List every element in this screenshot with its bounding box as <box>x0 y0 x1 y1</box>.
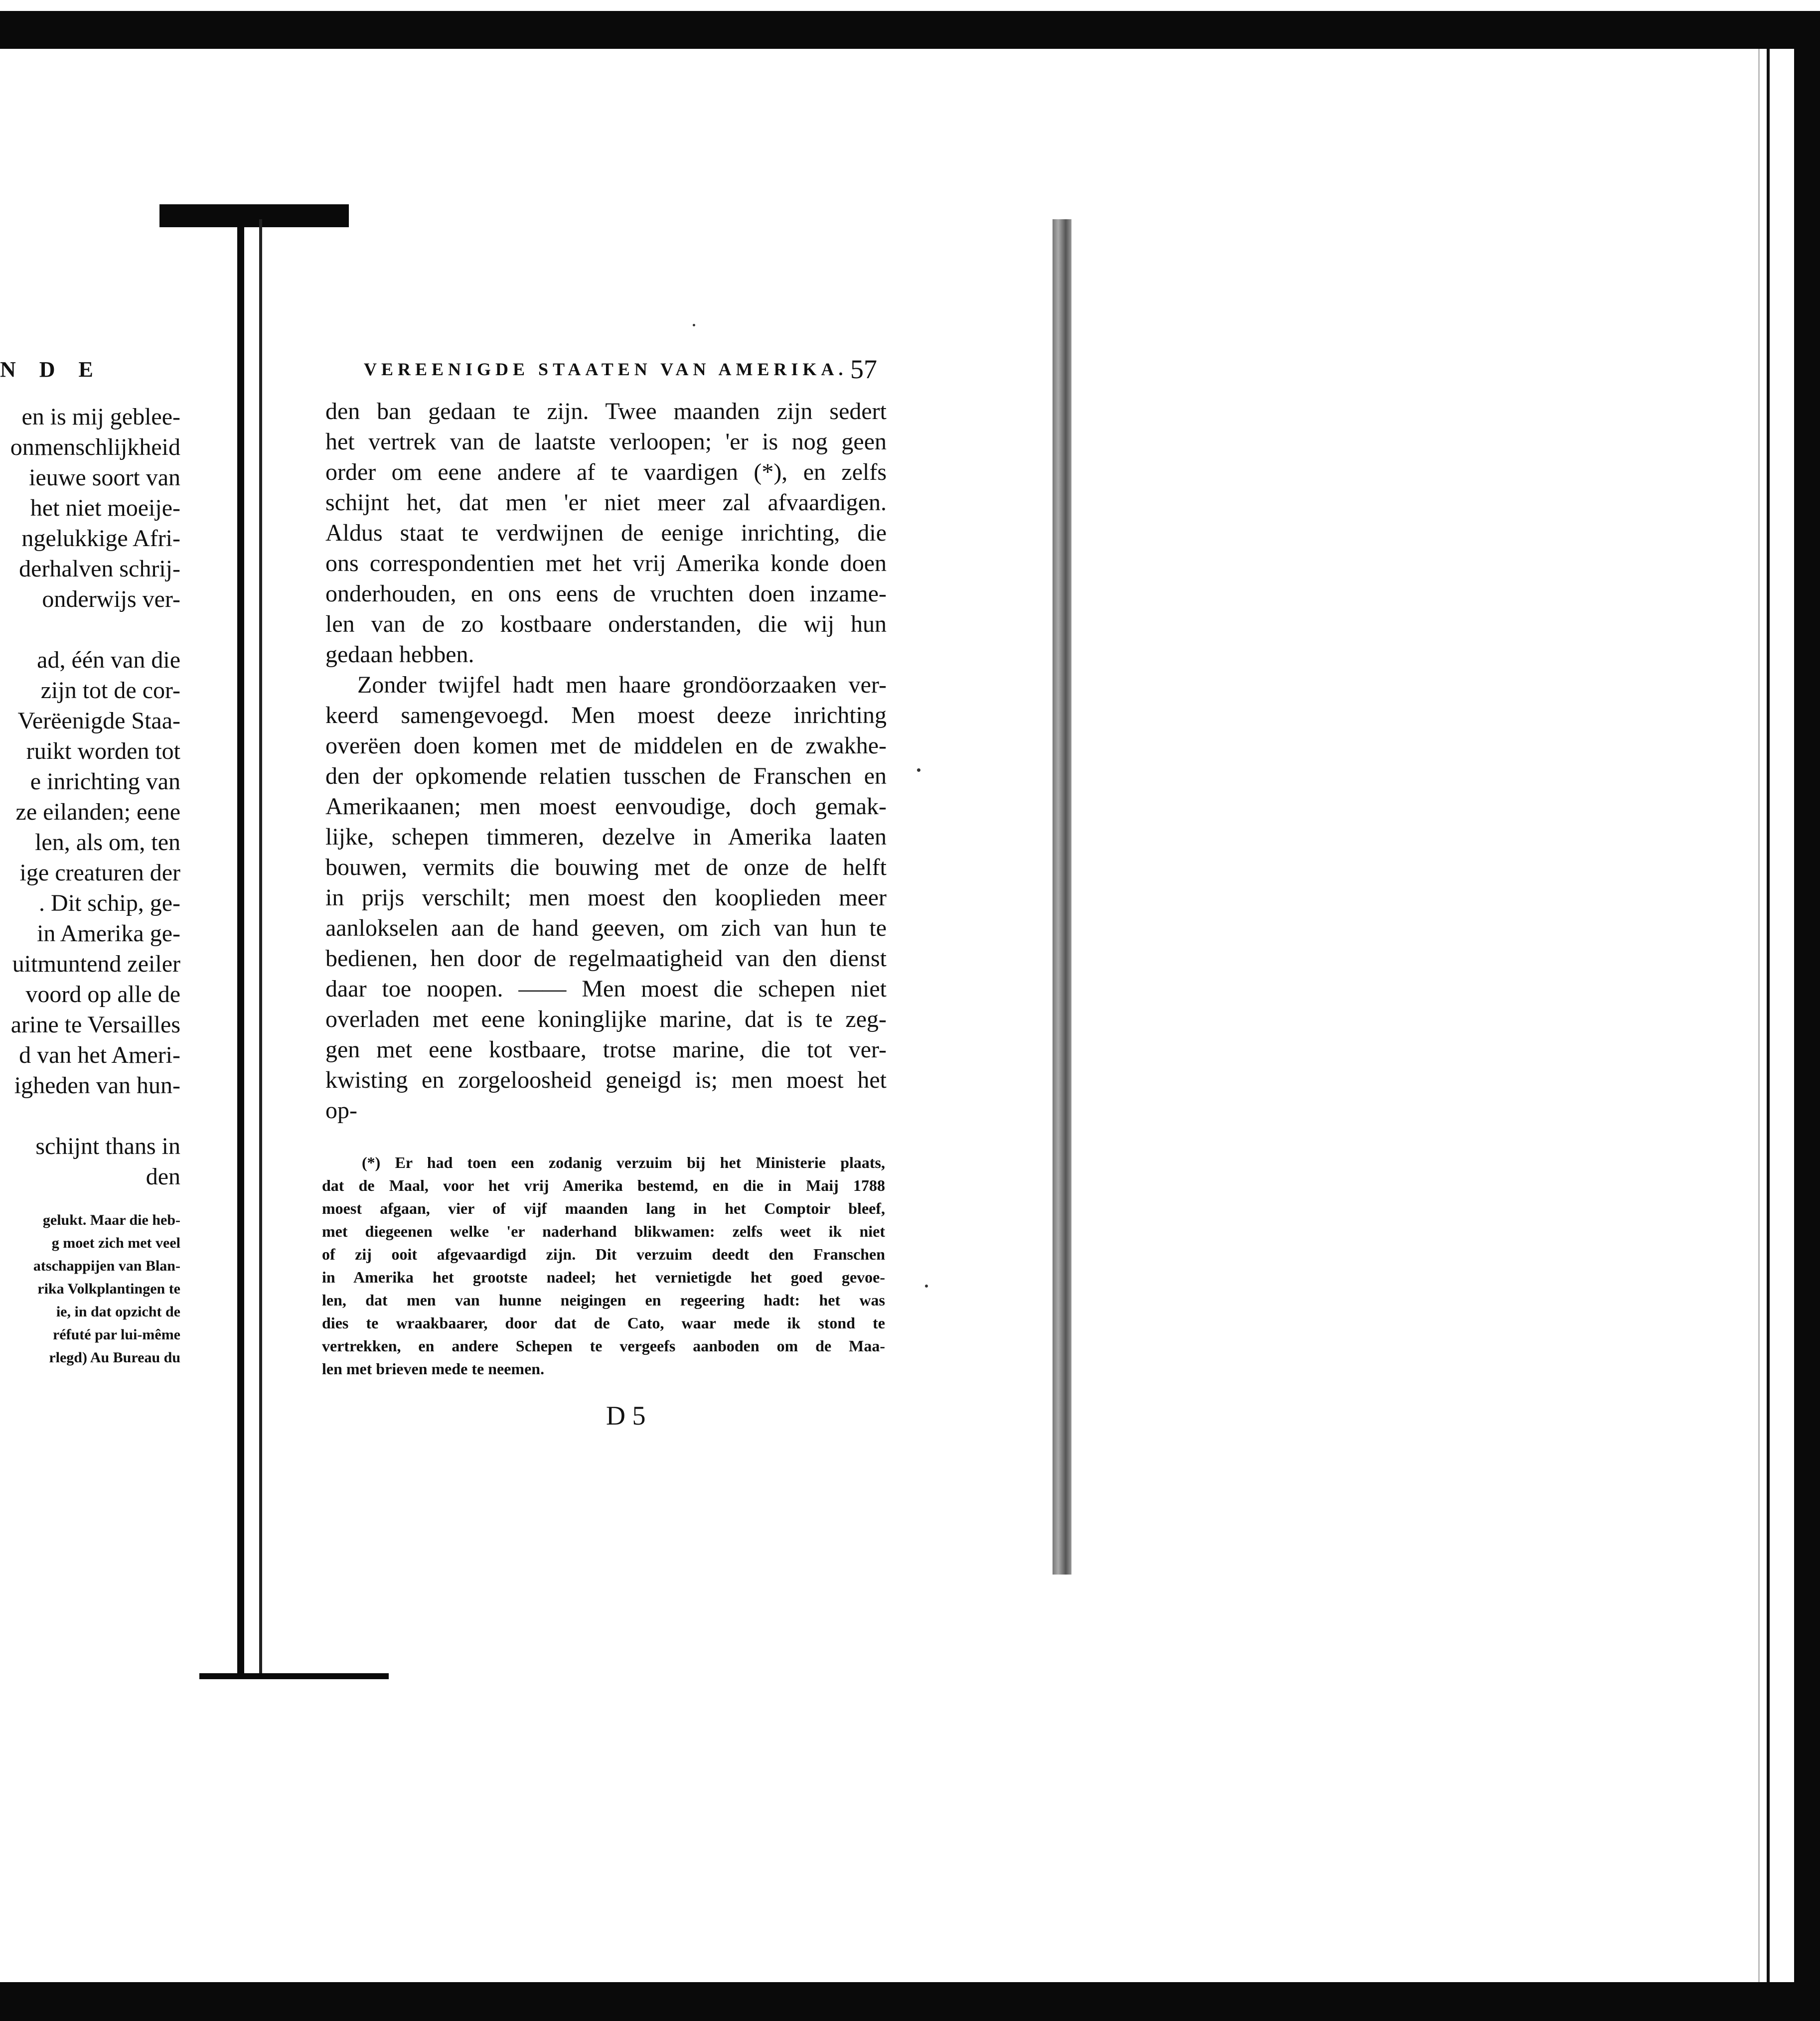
left-text-line: schijnt thans in <box>35 1133 180 1159</box>
body-text-line: op- <box>325 1097 357 1124</box>
body-text-line: Zonder twijfel hadt men haare grondöorzaaken ver- <box>357 672 887 698</box>
left-text-line: . Dit schip, ge- <box>39 890 180 916</box>
body-text-line: gen met eene kostbaare, trotse marine, die tot ver- <box>325 1036 887 1063</box>
scan-frame-right-margin <box>1767 49 1794 1982</box>
left-text-line <box>10 1101 180 1131</box>
body-text-line: in prijs verschilt; men moest den kooplieden meer <box>325 884 887 911</box>
footnote-line: dat de Maal, voor het vrij Amerika bestemd, en die in Maij 1788 <box>322 1176 885 1194</box>
scan-frame-top-margin <box>0 0 1820 11</box>
body-text-line: het vertrek van de laatste verloopen; 'er is nog geen <box>325 429 887 455</box>
body-text-line: ons correspondentien met het vrij Amerika konde doen <box>325 550 887 577</box>
left-text-line: zijn tot de cor- <box>40 677 180 704</box>
left-text-line: het niet moeije- <box>30 495 180 521</box>
body-text-line: onderhouden, en ons eens de vruchten doen inzame- <box>325 580 887 607</box>
body-text-line: daar toe noopen. —— Men moest die schepen niet <box>325 976 887 1002</box>
left-text-line: e inrichting van <box>30 768 180 795</box>
scan-frame-bottom <box>0 1982 1820 2021</box>
footnote-line: len, dat men van hunne neigingen en regeering hadt: het was <box>322 1291 885 1309</box>
footnote-line: (*) Er had toen een zodanig verzuim bij het Ministerie plaats, <box>362 1154 885 1171</box>
left-text-line <box>10 614 180 645</box>
signature-mark: D 5 <box>606 1401 646 1431</box>
body-text-line: overëen doen komen met de middelen en de zwakhe- <box>325 732 887 759</box>
left-running-head: N D E <box>0 357 102 382</box>
body-text-line: kwisting en zorgeloosheid geneigd is; men moest het <box>325 1067 887 1093</box>
left-page-footnote <box>33 1209 180 1369</box>
right-page <box>262 219 1053 1679</box>
body-text-line: Amerikaanen; men moest eenvoudige, doch gemak- <box>325 793 887 820</box>
body-text-line: gedaan hebben. <box>325 641 474 668</box>
footnote-line: met diegeenen welke 'er naderhand blikwamen: zelfs weet ik niet <box>322 1222 885 1240</box>
left-page-text <box>10 402 180 1192</box>
footnote <box>322 1151 885 1380</box>
left-text-line: en is mij geblee- <box>21 404 180 430</box>
speck <box>925 1285 928 1288</box>
left-footnote-line: rlegd) Au Bureau du <box>49 1349 180 1366</box>
left-footnote-line: gelukt. Maar die heb- <box>42 1212 180 1228</box>
footnote-line: len met brieven mede te neemen. <box>322 1360 545 1378</box>
left-text-line: igheden van hun- <box>14 1072 180 1099</box>
body-text-line: len van de zo kostbaare onderstanden, die wij hun <box>325 611 887 637</box>
footnote-line: of zij ooit afgevaardigd zijn. Dit verzuim deedt den Franschen <box>322 1245 885 1263</box>
left-text-line: ngelukkige Afri- <box>21 525 180 552</box>
body-text-line: Aldus staat te verdwijnen de eenige inrichting, die <box>325 520 887 546</box>
body-text-line: den ban gedaan te zijn. Twee maanden zijn sedert <box>325 398 887 425</box>
left-text-line: ruikt worden tot <box>26 738 180 764</box>
left-text-line: in Amerika ge- <box>37 920 180 947</box>
left-footnote-line: g moet zich met veel <box>51 1235 180 1251</box>
left-text-line: len, als om, ten <box>35 829 180 856</box>
body-text-line: den der opkomende relatien tusschen de Franschen en <box>325 763 887 789</box>
scan-frame-right <box>1794 49 1820 1982</box>
book-gutter <box>237 219 244 1679</box>
left-text-line: voord op alle de <box>25 981 180 1008</box>
body-text-line: order om eene andere af te vaardigen (*), en zelfs <box>325 459 887 485</box>
left-text-line: ze eilanden; eene <box>15 799 180 825</box>
left-text-line: uitmuntend zeiler <box>12 951 180 977</box>
left-text-line: derhalven schrij- <box>19 556 180 582</box>
page-number: 57 <box>850 354 877 384</box>
body-text-line: keerd samengevoegd. Men moest deeze inrichting <box>325 702 887 728</box>
footnote-line: in Amerika het grootste nadeel; het vernietigde het goed gevoe- <box>322 1268 885 1286</box>
left-text-line: den <box>146 1163 180 1190</box>
left-text-line: ieuwe soort van <box>29 464 180 491</box>
speck <box>917 768 920 772</box>
left-text-line: arine te Versailles <box>10 1011 180 1038</box>
body-text <box>325 396 887 1126</box>
left-text-line: onmenschlijkheid <box>10 434 180 460</box>
body-text-line: bedienen, hen door de regelmaatigheid van den dienst <box>325 945 887 972</box>
left-text-line: ige creaturen der <box>19 860 180 886</box>
left-text-line: onderwijs ver- <box>42 586 180 612</box>
body-text-line: bouwen, vermits die bouwing met de onze de helft <box>325 854 887 880</box>
speck <box>693 324 695 326</box>
left-text-line: ad, één van die <box>37 647 180 673</box>
body-text-line: aanlokselen aan de hand geeven, om zich van hun te <box>325 915 887 941</box>
left-footnote-line: réfuté par lui-même <box>52 1326 180 1343</box>
footnote-line: dies te wraakbaarer, door dat de Cato, waar mede ik stond te <box>322 1314 885 1332</box>
footnote-line: moest afgaan, vier of vijf maanden lang in het Comptoir bleef, <box>322 1199 885 1217</box>
body-text-line: lijke, schepen timmeren, dezelve in Amerika laaten <box>325 824 887 850</box>
running-head: VEREENIGDE STAATEN VAN AMERIKA. <box>364 359 848 379</box>
left-footnote-line: atschappijen van Blan- <box>33 1258 180 1274</box>
page-edge-shadow <box>1053 219 1071 1575</box>
scan-edge-line <box>1758 49 1760 1982</box>
footnote-line: vertrekken, en andere Schepen te vergeefs aanboden om de Maa- <box>322 1337 885 1355</box>
left-footnote-line: rika Volkplantingen te <box>37 1281 180 1297</box>
body-text-line: schijnt het, dat men 'er niet meer zal afvaardigen. <box>325 489 887 516</box>
left-footnote-line: ie, in dat opzicht de <box>56 1303 180 1320</box>
body-text-line: overladen met eene koninglijke marine, dat is te zeg- <box>325 1006 887 1032</box>
left-text-line: d van het Ameri- <box>19 1042 180 1068</box>
left-page <box>0 227 237 1672</box>
left-text-line: Verëenigde Staa- <box>17 708 180 734</box>
